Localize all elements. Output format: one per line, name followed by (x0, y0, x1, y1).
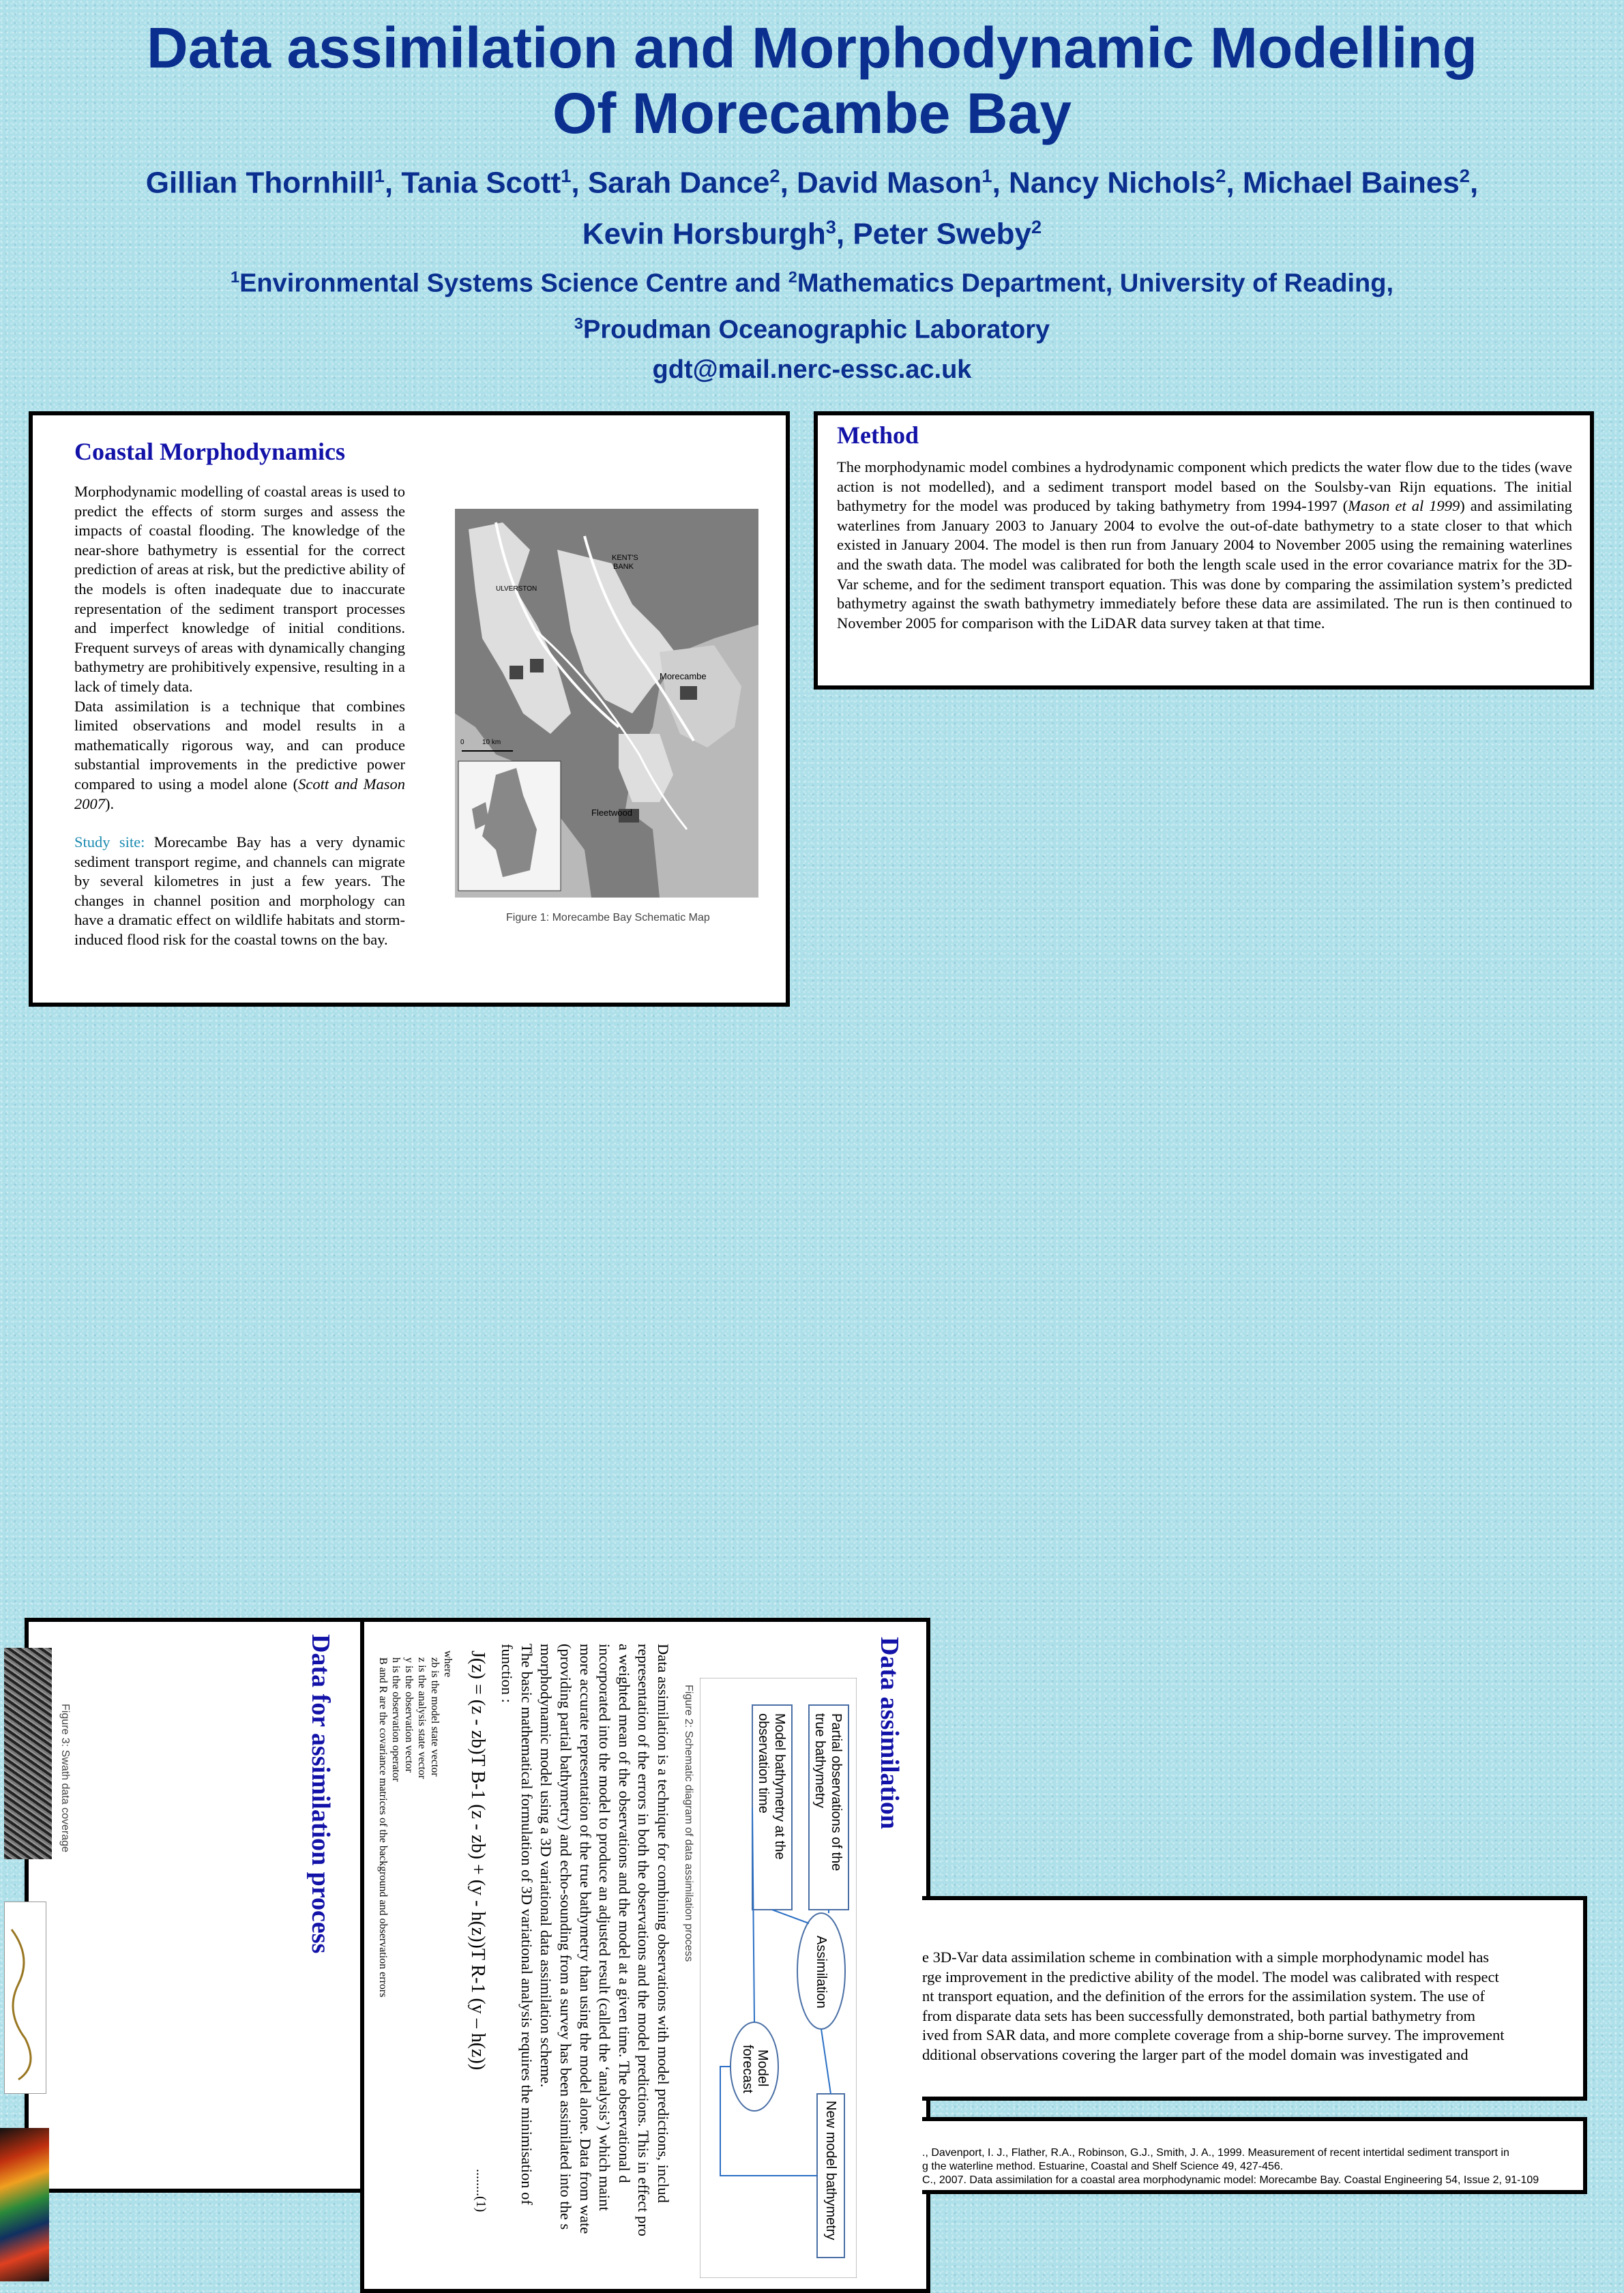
author-name: Tania Scott (401, 166, 561, 200)
partial-observations-label: Partial observations of the (829, 1713, 844, 1872)
contact-email[interactable]: gdt@mail.nerc-essc.ac.uk (652, 355, 972, 384)
author-name: Gillian Thornhill (145, 166, 374, 200)
swath-image-2 (4, 1902, 46, 2094)
method-panel (814, 411, 1594, 690)
data-assimilation-heading: Data assimilation (875, 1637, 904, 1829)
method-citation: Mason et al 1999 (1348, 497, 1460, 515)
swath-color-image (0, 2128, 49, 2281)
cost-function-equation: J(z) = (z - zb)T B-1 (z - zb) + (y - h(z))T R-1 (y – h(z)) ........(1) (467, 1651, 488, 2213)
coastal-heading: Coastal Morphodynamics (74, 438, 346, 465)
author-name: Nancy Nichols (1009, 166, 1216, 200)
morecambe-bay-map (455, 509, 758, 898)
author-list (0, 154, 1624, 256)
author-name: Peter Sweby (853, 217, 1032, 251)
swath-track-plot (5, 1902, 46, 2093)
data-process-content (306, 1634, 336, 1953)
map-label-bank: BANK (613, 563, 634, 571)
svg-text:forecast: forecast (740, 2045, 755, 2094)
swath-image-1 (4, 1648, 52, 1859)
affiliation-line-1: $^1$Environmental Systems Science Centre and $^2$Mathematics Department, University of Reading, (230, 268, 1394, 298)
map-label-kents: KENT'S (612, 554, 638, 562)
assimilation-diagram (700, 1678, 857, 2278)
poster-header (0, 0, 1624, 389)
new-model-bathymetry-label: New model bathymetry (823, 2101, 838, 2240)
references-panel (922, 2117, 1587, 2194)
study-site-label: Study site: (74, 833, 145, 851)
data-process-heading: Data for assimilation process (306, 1634, 335, 1954)
coastal-paragraph-2: Data assimilation is a technique that combines limited observations and model results in a mathematically rigorous way, and can produce substantial improvements in the predictive power compared to using a model alone (Scott and Mason 2007). (74, 697, 405, 812)
title-line-1: Data assimilation and Morphodynamic Modelling (147, 16, 1477, 80)
title-line-2: Of Morecambe Bay (552, 81, 1072, 145)
author-name: Kevin Horsburgh (582, 217, 826, 251)
coastal-text (74, 482, 405, 950)
author-name: Sarah Dance (587, 166, 770, 200)
data-assimilation-panel (360, 1618, 930, 2293)
model-forecast-label: Model (755, 2050, 770, 2087)
svg-text:observation time: observation time (756, 1713, 771, 1814)
affiliation-line-2: $^3$Proudman Oceanographic Laboratory (574, 314, 1050, 344)
author-line-1: Gillian Thornhill$^1$, Tania Scott$^1$, Sarah Dance$^2$, David Mason$^1$, Nancy Nichols$^2$, Michael Baines$^2$, (145, 165, 1479, 200)
data-assimilation-text: Data assimilation is a technique for combining observations with model predictions, includ representation of the errors in both the observations and the model predictions. This in effect pro a weighted mean of the observations and the model at a given time. The observational d incorporated into the model to produce an adjusted result (called the ‘analysis’) which maint more accurate representation of the true bathymetry than using the model alone. Data from wate (providing partial bathymetry) and echo-sounding from a survey has been assimilated into the s morphodynamic model using a 3D variational data assimilation scheme. The basic mathematical formulation of 3D variational analysis requires the minimisation of function : (499, 1644, 672, 2236)
equation-number: ........(1) (473, 2169, 488, 2213)
method-text: The morphodynamic model combines a hydrodynamic component which predicts the water flow due to the tides (wave action is not modelled), and a sediment transport model based on the Soulsby-van Rijn equations. The initial bathymetry for the model was produced by taking bathymetry from 1994-1997 (Mason et al 1999) and assimilating waterlines from January 2003 to January 2004 to evolve the out-of-date bathymetry to a state closer to that which existed in January 2004. The model is then run from January 2004 to November 2005 using the remaining waterlines and the swath data. The model was calibrated for both the length scale used in the error covariance matrix for the 3D-Var scheme, and for the sediment transport equation. This was done by comparing the assimilation system’s predicted bathymetry against the swath bathymetry immediately before these data are assimilated. The run is then continued to November 2005 for comparison with the LiDAR data survey taken at that time. (837, 458, 1572, 632)
conclusions-text: e 3D-Var data assimilation scheme in combination with a simple morphodynamic model has rge improvement in the predictive ability of the model. The model was calibrated with respect nt transport equation, and the definition of the errors for the assimilation system. The use of from disparate data sets has been successfully demonstrated, both partial bathymetry from ived from SAR data, and more complete coverage from a ship-borne survey. The improvement dditional observations covering the larger part of the model domain was investigated and (922, 1949, 1505, 2063)
data-assimilation-content (377, 1637, 904, 2240)
map-label-morecambe: Morecambe (660, 671, 707, 681)
map-label-ulverston: ULVERSTON (496, 585, 537, 593)
poster-title (0, 15, 1624, 146)
map-label-fleetwood: Fleetwood (591, 808, 632, 818)
equation-definitions: where zb is the model state vector z is the analysis state vector y is the observation vector h is the observation operator B and R are the covariance matrices of the background and observation errors (377, 1651, 454, 1998)
conclusions-panel (922, 1896, 1587, 2101)
author-name: David Mason (797, 166, 982, 200)
assimilation-node-label: Assimilation (814, 1936, 829, 2009)
figure-3-caption: Figure 3: Swath data coverage (59, 1704, 71, 1852)
coastal-morphodynamics-panel (29, 411, 790, 1007)
figure-2-caption: Figure 2: Schematic diagram of data assimilation process (683, 1685, 694, 1962)
map-scale-zero: 0 (460, 739, 464, 746)
coastal-paragraph-1: Morphodynamic modelling of coastal areas is used to predict the effects of storm surges and assess the impacts of coastal flooding. The knowledge of the near-shore bathymetry is essential for the correct prediction of areas at risk, but the predictive ability of the models is often inadequate due to inaccurate representation of the sediment transport processes and imperfect knowledge of initial conditions. Frequent surveys of areas with dynamically changing bathymetry are prohibitively expensive, resulting in a lack of timely data. (74, 483, 405, 695)
figure-1-caption: Figure 1: Morecambe Bay Schematic Map (506, 912, 710, 923)
data-for-assimilation-panel (25, 1618, 366, 2193)
method-heading: Method (837, 421, 919, 449)
study-site-paragraph: Study site: Morecambe Bay has a very dynamic sediment transport regime, and channels can migrate by several kilometres in just a few years. The changes in channel position and morphology can have a dramatic effect on wildlife habitats and storm-induced flood risk for the coastal towns on the bay. (74, 833, 405, 949)
model-bathymetry-label: Model bathymetry at the (772, 1713, 787, 1860)
references-text: ., Davenport, I. J., Flather, R.A., Robinson, G.J., Smith, J. A., 1999. Measurement of recent intertidal sediment transport in g the waterline method. Estuarine, Coastal and Shelf Science 49, 427-456. C., 2007. Data assimilation for a coastal area morphodynamic model: Morecambe Bay. Coastal Engineering 54, Issue 2, 91-109 (922, 2147, 1539, 2186)
author-line-2: Kevin Horsburgh$^3$, Peter Sweby$^2$ (582, 216, 1042, 251)
affiliations (0, 257, 1624, 389)
author-name: Michael Baines (1242, 166, 1460, 200)
svg-text:true bathymetry: true bathymetry (812, 1713, 827, 1808)
map-scale-label: 10 km (482, 739, 501, 746)
